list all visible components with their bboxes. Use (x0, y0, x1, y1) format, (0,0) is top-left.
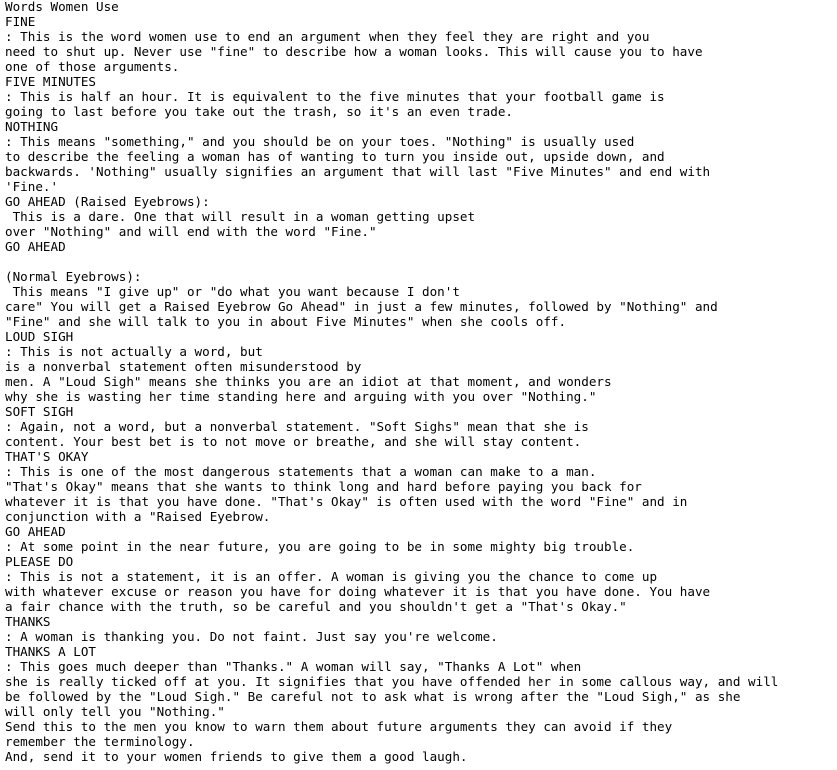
term-heading: FIVE MINUTES (5, 74, 96, 89)
text-line: : This means "something," and you should be on your toes. "Nothing" is usually used (5, 134, 635, 149)
text-line: need to shut up. Never use "fine" to describe how a woman looks. This will cause you to have (5, 44, 703, 59)
text-line: be followed by the "Loud Sigh." Be careful not to ask what is wrong after the "Loud Sigh," as she (5, 689, 741, 704)
text-line: will only tell you "Nothing." (5, 704, 225, 719)
term-heading: GO AHEAD (5, 239, 66, 254)
text-line: to describe the feeling a woman has of wanting to turn you inside out, upside down, and (5, 149, 665, 164)
document-title: Words Women Use (5, 0, 119, 14)
text-line: This is a dare. One that will result in a woman getting upset (5, 209, 476, 224)
text-line: : This is the word women use to end an argument when they feel they are right and you (5, 29, 650, 44)
term-heading: THANKS A LOT (5, 644, 96, 659)
text-line: she is really ticked off at you. It signifies that you have offended her in some callous way, and will (5, 674, 779, 689)
text-line: care" You will get a Raised Eyebrow Go Ahead" in just a few minutes, followed by "Nothing" and (5, 299, 718, 314)
blank-line (5, 254, 778, 269)
text-line: "Fine" and she will talk to you in about Five Minutes" when she cools off. (5, 314, 567, 329)
text-line: : A woman is thanking you. Do not faint. Just say you're welcome. (5, 629, 498, 644)
text-line: : This is not a statement, it is an offer. A woman is giving you the chance to come up (5, 569, 658, 584)
text-line: whatever it is that you have done. "That's Okay" is often used with the word "Fine" and in (5, 494, 688, 509)
text-line: over "Nothing" and will end with the word "Fine." (5, 224, 377, 239)
text-line: And, send it to your women friends to give them a good laugh. (5, 749, 468, 764)
text-line: This means "I give up" or "do what you want because I don't (5, 284, 460, 299)
term-heading: THAT'S OKAY (5, 449, 89, 464)
text-line: remember the terminology. (5, 734, 195, 749)
text-line: going to last before you take out the trash, so it's an even trade. (5, 104, 513, 119)
term-heading: SOFT SIGH (5, 404, 74, 419)
text-line: Send this to the men you know to warn them about future arguments they can avoid if they (5, 719, 673, 734)
text-line: conjunction with a "Raised Eyebrow. (5, 509, 271, 524)
term-heading: PLEASE DO (5, 554, 74, 569)
text-line: backwards. 'Nothing" usually signifies an argument that will last "Five Minutes" and end with (5, 164, 711, 179)
term-heading: FINE (5, 14, 36, 29)
text-line: content. Your best bet is to not move or breathe, and she will stay content. (5, 434, 582, 449)
term-heading: LOUD SIGH (5, 329, 74, 344)
text-line: : This is half an hour. It is equivalent to the five minutes that your football game is (5, 89, 665, 104)
text-line: : This is not actually a word, but (5, 344, 263, 359)
text-line: why she is wasting her time standing here and arguing with you over "Nothing." (5, 389, 597, 404)
term-heading: NOTHING (5, 119, 59, 134)
text-line: "That's Okay" means that she wants to think long and hard before paying you back for (5, 479, 642, 494)
text-line: : This is one of the most dangerous statements that a woman can make to a man. (5, 464, 597, 479)
text-line: with whatever excuse or reason you have for doing whatever it is that you have done. You have (5, 584, 711, 599)
text-line: 'Fine.' (5, 179, 59, 194)
text-line: : At some point in the near future, you are going to be in some mighty big trouble. (5, 539, 635, 554)
term-heading: (Normal Eyebrows): (5, 269, 142, 284)
term-heading: THANKS (5, 614, 51, 629)
term-heading: GO AHEAD (5, 524, 66, 539)
text-line: : Again, not a word, but a nonverbal statement. "Soft Sighs" mean that she is (5, 419, 589, 434)
text-line: : This goes much deeper than "Thanks." A woman will say, "Thanks A Lot" when (5, 659, 582, 674)
text-line: one of those arguments. (5, 59, 180, 74)
text-line: is a nonverbal statement often misunderstood by (5, 359, 362, 374)
term-heading: GO AHEAD (Raised Eyebrows): (5, 194, 210, 209)
text-line: men. A "Loud Sigh" means she thinks you are an idiot at that moment, and wonders (5, 374, 612, 389)
text-line: a fair chance with the truth, so be careful and you shouldn't get a "That's Okay." (5, 599, 627, 614)
